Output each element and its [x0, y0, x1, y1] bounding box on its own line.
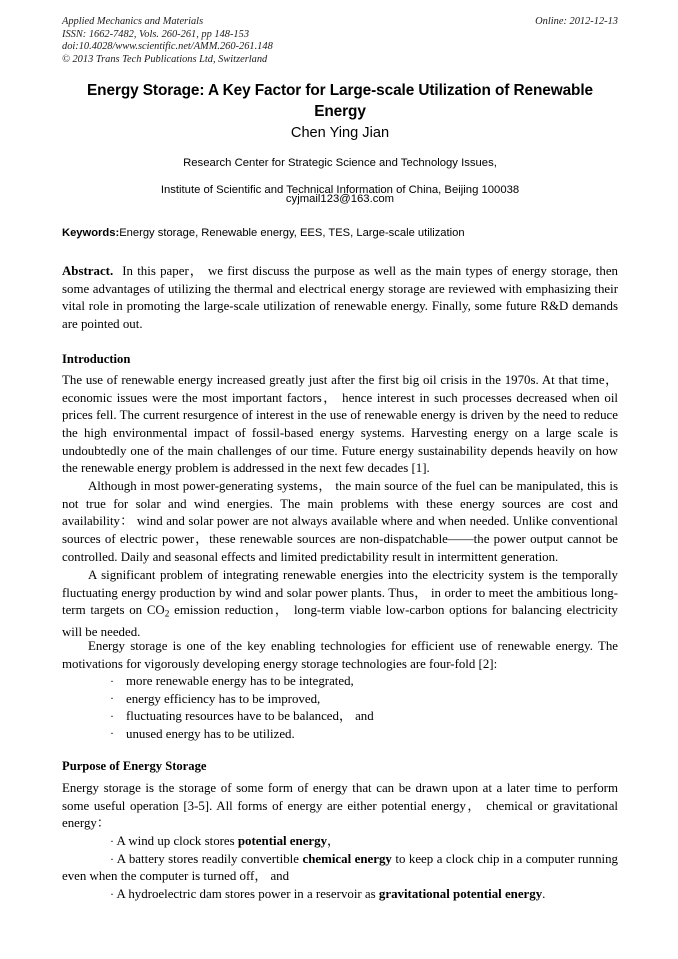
purpose-paragraph: Energy storage is the storage of some form of energy that can be drawn upon at a later time to perform some useful operation [3-5]. All forms of energy are either potential energy， chemical or gravitational energy：	[62, 781, 618, 831]
motivation-paragraph	[62, 638, 618, 673]
list-item-label: A hydroelectric dam stores power in a reservoir as	[116, 886, 379, 901]
keywords-label: Keywords:	[62, 227, 120, 239]
bullet-icon: ·	[110, 834, 114, 848]
online-date: Online: 2012-12-13	[535, 16, 618, 27]
list-item	[62, 833, 618, 851]
issn-line: ISSN: 1662-7482, Vols. 260-261, pp 148-153	[62, 28, 250, 40]
affiliation-line-1: Research Center for Strategic Science and Technology Issues,	[183, 157, 497, 169]
bullet-icon: ·	[110, 726, 114, 741]
list-item	[62, 851, 618, 886]
list-item-suffix: .	[542, 886, 546, 901]
introduction-paragraph-1: The use of renewable energy increased greatly just after the first big oil crisis in the 1970s. At that time， economic issues were the most important factors， hence interest in such processes decreased when oil prices fell. The current resurgence of interest in the use of renewable energy is driven by the need to reduce the high environmental impact of fossil-based energy systems. Harvesting energy on a large scale is undoubtedly one of the main challenges of our time. Future energy sustainability depends heavily on how the renewable energy problem is addressed in the next few decades [1].	[62, 373, 618, 476]
co2-paragraph-before: A significant problem of integrating renewable energies into the electricity system is the temporally fluctuating energy production by wind and solar power plants. Thus， in order to meet the ambitious long-term targets on CO	[62, 568, 618, 618]
bullet-icon: ·	[110, 691, 114, 706]
section-heading-purpose: Purpose of Energy Storage	[62, 759, 207, 773]
motivation-bullet-list	[62, 673, 618, 744]
co2-paragraph	[62, 567, 618, 642]
list-item-label: energy efficiency has to be improved,	[126, 691, 321, 706]
abstract-block	[62, 263, 618, 333]
bullet-icon: ·	[110, 886, 114, 901]
copyright-line: © 2013 Trans Tech Publications Ltd, Switzerland	[62, 53, 268, 65]
introduction-paragraph-2	[62, 478, 618, 566]
author-email: cyjmail123@163.com	[285, 193, 395, 205]
introduction-paragraph-3	[62, 567, 618, 642]
motivation-paragraph-text: Energy storage is one of the key enabling technologies for efficient use of renewable energy. The motivations for vigorously developing energy storage technologies are four-fold [2]:	[62, 639, 618, 671]
journal-header	[62, 16, 618, 66]
list-item-emphasis: chemical energy	[302, 851, 392, 866]
bullet-icon: ·	[110, 673, 114, 688]
affiliation-line-2: Institute of Scientific and Technical Information of China, Beijing 100038	[160, 184, 520, 196]
list-item-label: unused energy has to be utilized.	[126, 726, 295, 741]
journal-title-row	[62, 16, 618, 29]
doi-line: doi:10.4028/www.scientific.net/AMM.260-261.148	[62, 41, 273, 53]
author-name: Chen Ying Jian	[290, 125, 390, 141]
list-item-suffix: to keep a clock chip in a computer running even when the computer is turned off， and	[62, 851, 618, 884]
list-item-emphasis: gravitational potential energy	[378, 886, 543, 901]
bullet-icon: ·	[110, 851, 114, 866]
list-item-label: fluctuating resources have to be balanced， and	[126, 709, 374, 724]
journal-name: Applied Mechanics and Materials	[62, 16, 204, 27]
abstract-label: Abstract.	[62, 264, 114, 278]
co2-subscript: 2	[164, 609, 170, 620]
abstract-text: In this paper， we first discuss the purpose as well as the main types of energy storage, then some advantages of utilizing the thermal and electrical energy storage are reviewed with emphasizing their vital role in promoting the large-scale utilization of renewable energy. Finally, some future R&D demands are pointed out.	[62, 264, 618, 331]
list-item	[62, 708, 618, 726]
co2-paragraph-after: emission reduction， long-term viable low-carbon options for balancing electricity will be needed.	[62, 603, 618, 640]
purpose-bullet-list	[62, 833, 618, 904]
list-item-suffix: ，	[327, 834, 340, 848]
introduction-paragraph-2-text: Although in most power-generating systems， the main source of the fuel can be manipulated, this is not true for solar and wind energies. The main problems with these energy sources are cost and availability： wind and solar power are not always available where and when needed. Unlike conventional sources of electric power，these renewable sources are non-dispatchable——the power output cannot be controlled. Daily and seasonal effects and limited predictability result in intermittent generation.	[62, 479, 618, 564]
list-item	[62, 673, 618, 691]
list-item-emphasis: potential energy	[237, 834, 328, 848]
list-item	[62, 886, 618, 904]
keywords-value: Energy storage, Renewable energy, EES, TES, Large-scale utilization	[119, 227, 465, 239]
list-item	[62, 726, 618, 744]
section-heading-introduction: Introduction	[62, 352, 131, 366]
list-item	[62, 691, 618, 709]
list-item-label: A battery stores readily convertible	[116, 851, 303, 866]
bullet-icon: ·	[110, 708, 114, 723]
paper-title: Energy Storage: A Key Factor for Large-scale Utilization of Renewable Energy	[87, 82, 593, 120]
list-item-label: A wind up clock stores	[116, 834, 238, 848]
list-item-label: more renewable energy has to be integrated,	[126, 674, 354, 688]
keywords-line	[62, 226, 618, 241]
